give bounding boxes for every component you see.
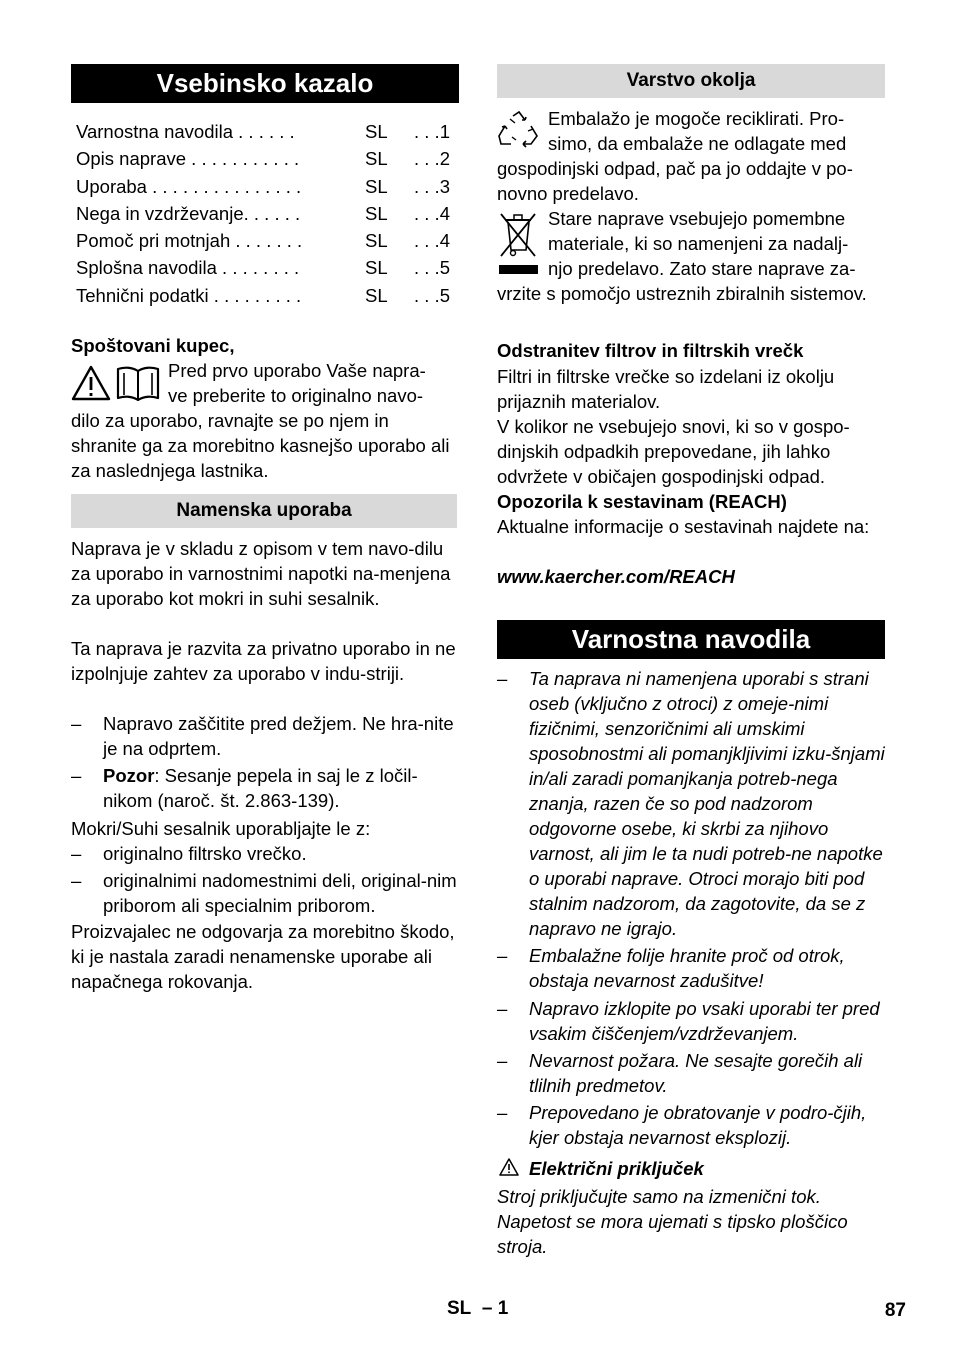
caution-text: : Sesanje pepela in saj le z ločil-nikom (naroč. št. 2.863-139). — [103, 765, 418, 811]
footer-section-page — [447, 1298, 508, 1320]
intro-line-1: Pred prvo uporabo Vaše napra- — [168, 360, 426, 381]
toc-title: Uporaba — [76, 176, 147, 197]
toc-heading: Vsebinsko kazalo — [71, 64, 459, 103]
reach-text: Aktualne informacije o sestavinah najdete na: — [497, 516, 870, 537]
toc-lang: SL — [365, 257, 388, 278]
greeting: Spoštovani kupec, — [71, 335, 235, 356]
toc-page: . . .4 — [414, 203, 450, 224]
toc-dots: . . . . . . . . . — [208, 285, 302, 306]
toc-title: Opis naprave — [76, 148, 187, 169]
toc-page: . . .1 — [414, 121, 450, 142]
toc-lang: SL — [365, 148, 388, 169]
list-dash: – — [497, 668, 508, 689]
toc-lang: SL — [365, 121, 388, 142]
list-dash: – — [497, 1050, 508, 1071]
filters-heading: Odstranitev filtrov in filtrskih vrečk — [497, 340, 804, 361]
intended-use-p2: Ta naprava je razvita za privatno uporabo in ne izpolnjuje zahtev za uporabo v indu-striji. — [71, 638, 456, 684]
toc-page: . . .5 — [414, 285, 450, 306]
toc-row[interactable] — [76, 173, 456, 200]
weee-line-2: materiale, ki so namenjeni za nadalj- — [548, 233, 849, 254]
electric-heading: Električni priključek — [529, 1158, 704, 1179]
weee-bin-icon — [499, 210, 539, 285]
list-dash: – — [497, 998, 508, 1019]
reach-link[interactable]: www.kaercher.com/REACH — [497, 566, 735, 587]
toc-row[interactable] — [76, 118, 456, 145]
recycle-text: gospodinjski odpad, pač pa jo oddajte v po-novno predelavo. — [497, 158, 853, 204]
safety-item — [497, 943, 885, 993]
footer-local-page: 1 — [497, 1298, 509, 1319]
warning-icon — [499, 1158, 519, 1181]
list-item — [71, 868, 458, 918]
toc-dots: . . . . . . — [243, 203, 301, 224]
list-item — [71, 711, 458, 761]
intended-use-p4: Proizvajalec ne odgovarja za morebitno škodo, ki je nastala zaradi nenamenske uporabe ali napačnega rokovanja. — [71, 921, 455, 992]
safety-text: Embalažne folije hranite proč od otrok, obstaja nevarnost zadušitve! — [529, 945, 845, 991]
toc-lang: SL — [365, 203, 388, 224]
recycle-icon — [497, 110, 541, 155]
intended-use-p3: Mokri/Suhi sesalnik uporabljajte le z: — [71, 818, 371, 839]
warning-icon — [71, 365, 111, 406]
footer-sep: – — [481, 1298, 493, 1319]
weee-text: vrzite s pomočjo ustreznih zbiralnih sistemov. — [497, 283, 867, 304]
toc-row[interactable] — [76, 254, 456, 281]
safety-text: Nevarnost požara. Ne sesajte gorečih ali tlilnih predmetov. — [529, 1050, 863, 1096]
toc-dots: . . . . . . . . . . . — [186, 148, 300, 169]
reach-heading: Opozorila k sestavinam (REACH) — [497, 491, 787, 512]
list-text: originalnimi nadomestnimi deli, original-nim priborom ali specialnim priborom. — [103, 870, 457, 916]
safety-text: Prepovedano je obratovanje v podro-čjih, kjer obstaja nevarnost eksplozij. — [529, 1102, 867, 1148]
manual-book-icon — [115, 365, 161, 406]
safety-item — [497, 1100, 885, 1150]
intro-line-2: ve preberite to originalno navo- — [168, 385, 424, 406]
toc-page: . . .4 — [414, 230, 450, 251]
toc-lang: SL — [365, 230, 388, 251]
list-dash: – — [71, 713, 82, 734]
toc-title: Splošna navodila — [76, 257, 217, 278]
toc-dots: . . . . . . . . . . . . . . . — [146, 176, 302, 197]
list-item — [71, 763, 458, 813]
toc-dots: . . . . . . — [233, 121, 295, 142]
toc-lang: SL — [365, 176, 388, 197]
safety-item — [497, 996, 885, 1046]
weee-line-3: njo predelavo. Zato stare naprave za- — [548, 258, 856, 279]
list-dash: – — [497, 1102, 508, 1123]
page-number: 87 — [884, 1300, 906, 1321]
intended-use-p1: Naprava je v skladu z opisom v tem navo-dilu za uporabo in varnostnimi napotki na-menjena za uporabo kot mokri in suhi sesalnik. — [71, 538, 451, 609]
environment-heading: Varstvo okolja — [497, 64, 885, 98]
caution-label: Pozor — [103, 765, 155, 786]
toc-page: . . .3 — [414, 176, 450, 197]
safety-text: Napravo izklopite po vsaki uporabi ter pred vsakim čiščenjem/vzdrževanjem. — [529, 998, 880, 1044]
toc-lang: SL — [365, 285, 388, 306]
list-text: originalno filtrsko vrečko. — [103, 843, 307, 864]
safety-text: Ta naprava ni namenjena uporabi s strani oseb (vključno z otroci) z omeje-nimi fizičnimi, senzoričnimi ali umskimi sposobnostmi ali pomanjkljivimi izku-šnjami in/ali zaradi pomanjkanja potreb-nega znanja, razen če so pod nadzorom odgovorne osebe, ki skrbi za njihovo varnost, ali jim le ta nudi potreb-ne napotke o uporabi naprave. Otroci morajo biti pod stalnim nadzorom, da zagotovite, da se z napravo ne igrajo. — [529, 668, 885, 939]
footer-lang: SL — [447, 1298, 472, 1319]
safety-item — [497, 666, 885, 941]
toc-row[interactable] — [76, 227, 456, 254]
recycle-line-1: Embalažo je mogoče reciklirati. Pro- — [548, 108, 845, 129]
intro-text: dilo za uporabo, ravnajte se po njem in shranite ga za morebitno kasnejšo uporabo ali za naslednjega lastnika. — [71, 410, 450, 481]
filters-p1: Filtri in filtrske vrečke so izdelani iz okolju prijaznih materialov. — [497, 366, 835, 412]
toc-title: Tehnični podatki — [76, 285, 209, 306]
list-dash: – — [71, 843, 82, 864]
weee-line-1: Stare naprave vsebujejo pomembne — [548, 208, 846, 229]
toc-dots: . . . . . . . . — [216, 257, 300, 278]
toc-title: Pomoč pri motnjah — [76, 230, 231, 251]
safety-item — [497, 1048, 885, 1098]
electric-text: Stroj priključujte samo na izmenični tok. Napetost se mora ujemati s tipsko ploščico stroja. — [497, 1186, 848, 1257]
toc-dots: . . . . . . . — [230, 230, 303, 251]
list-text: Napravo zaščitite pred dežjem. Ne hra-nite je na odprtem. — [103, 713, 454, 759]
toc-title: Nega in vzdrževanje — [76, 203, 244, 224]
toc-title: Varnostna navodila — [76, 121, 234, 142]
toc-row[interactable] — [76, 145, 456, 172]
list-text — [103, 763, 458, 813]
list-dash: – — [71, 765, 82, 786]
toc-row[interactable] — [76, 282, 456, 309]
intended-use-heading: Namenska uporaba — [71, 494, 457, 528]
list-item — [71, 841, 458, 866]
recycle-line-2: simo, da embalaže ne odlagate med — [548, 133, 847, 154]
toc-row[interactable] — [76, 200, 456, 227]
filters-p2: V kolikor ne vsebujejo snovi, ki so v gospo-dinjskih odpadkih prepovedane, jih lahko odvržete v običajen gospodinjski odpad. — [497, 416, 850, 487]
safety-heading: Varnostna navodila — [497, 620, 885, 659]
toc-page: . . .5 — [414, 257, 450, 278]
list-dash: – — [497, 945, 508, 966]
list-dash: – — [71, 870, 82, 891]
toc-page: . . .2 — [414, 148, 450, 169]
